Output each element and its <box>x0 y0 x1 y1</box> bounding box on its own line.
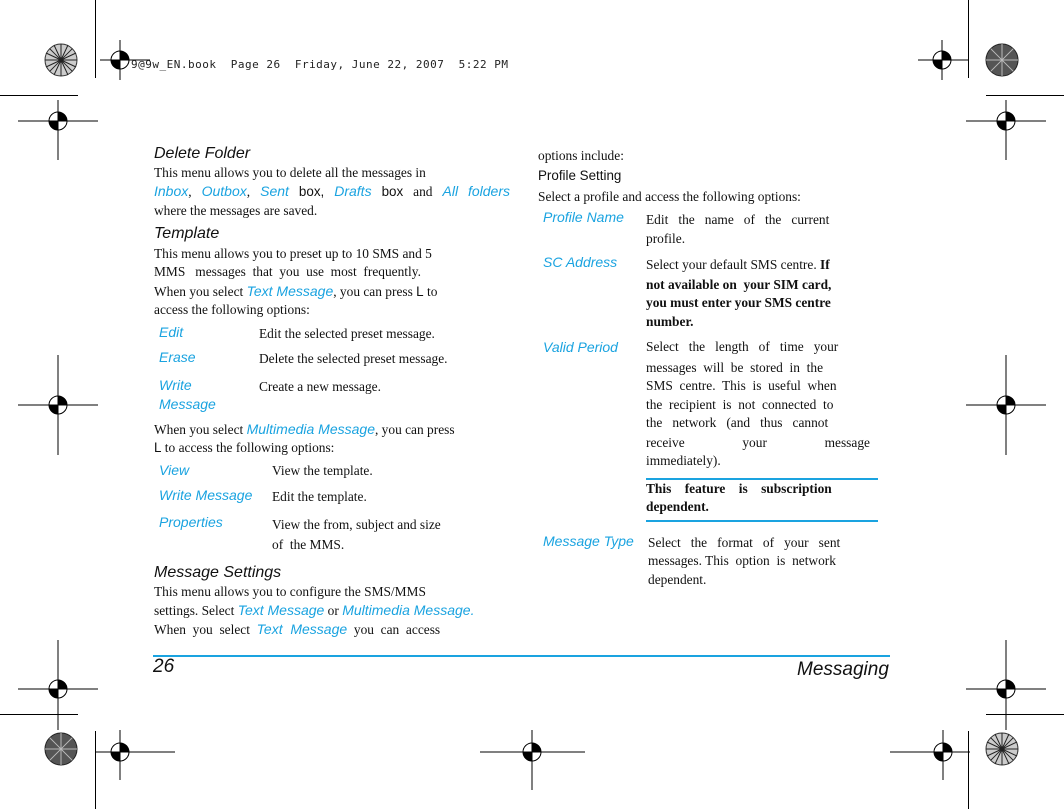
template-text: When you select Multimedia Message, you can press <box>154 421 455 437</box>
row-desc: messages will be stored in the <box>646 360 824 375</box>
row-sc-address: SC Address <box>543 254 618 270</box>
template-text: MMS messages that you use most frequently. <box>154 264 421 279</box>
section-title-template: Template <box>154 225 220 242</box>
registration-mark-icon <box>890 730 970 780</box>
profile-setting-text: Select a profile and access the following options: <box>538 189 801 204</box>
row-desc: Select the format of your sent <box>648 535 841 550</box>
section-title-delete-folder: Delete Folder <box>154 145 251 162</box>
option-desc: Edit the selected preset message. <box>259 326 435 341</box>
option-desc: Edit the template. <box>272 489 367 504</box>
row-desc: Select the length of time your <box>646 339 839 354</box>
text-message-link: Text Message <box>256 621 348 637</box>
option-view: View <box>159 462 190 478</box>
starburst-mark-icon <box>44 43 78 77</box>
row-desc: not available on your SIM card, <box>646 277 832 292</box>
delete-folder-list: Inbox, Outbox, Sent box, Drafts box and All folders <box>154 183 510 202</box>
row-desc: immediately). <box>646 453 721 468</box>
delete-folder-text: This menu allows you to delete all the messages in <box>154 165 426 180</box>
note-divider <box>646 520 878 522</box>
sent-link: Sent <box>260 183 289 199</box>
delete-folder-text: where the messages are saved. <box>154 203 318 218</box>
registration-mark-icon <box>18 355 98 455</box>
option-desc: View the from, subject and size <box>272 517 441 532</box>
starburst-mark-icon <box>985 43 1019 77</box>
text-message-link: Text Message <box>237 602 325 618</box>
registration-mark-icon <box>966 100 1046 160</box>
row-desc: dependent. <box>648 572 707 587</box>
option-desc: Delete the selected preset message. <box>259 351 448 366</box>
option-desc: Create a new message. <box>259 379 381 394</box>
outbox-link: Outbox <box>201 183 247 199</box>
row-valid-period: Valid Period <box>543 339 618 355</box>
box-label: box, <box>298 184 325 199</box>
option-write-message: Message <box>159 396 216 412</box>
starburst-mark-icon <box>44 732 78 766</box>
box-label: box <box>381 184 404 199</box>
row-desc: SMS centre. This is useful when <box>646 378 837 393</box>
template-text: L to access the following options: <box>154 440 335 455</box>
text-message-link: Text Message <box>246 283 334 299</box>
drafts-link: Drafts <box>334 183 372 199</box>
row-desc: the network (and thus cannot <box>646 415 829 430</box>
option-edit: Edit <box>159 324 184 340</box>
subscription-note: This feature is subscription <box>646 481 832 496</box>
row-desc: number. <box>646 314 694 329</box>
registration-mark-icon <box>480 730 585 790</box>
registration-mark-icon <box>918 40 968 80</box>
options-include-text: options include: <box>538 148 624 163</box>
option-write-message: Write Message <box>159 487 253 503</box>
option-write: Write <box>159 377 192 393</box>
multimedia-message-link: Multimedia Message. <box>342 602 475 618</box>
key-label: L <box>154 440 162 455</box>
registration-mark-icon <box>966 640 1046 730</box>
all-folders-link: All folders <box>442 183 510 199</box>
message-settings-text: This menu allows you to configure the SMS/MMS <box>154 584 426 599</box>
row-desc: the recipient is not connected to <box>646 397 834 412</box>
row-desc: Select your default SMS centre. If <box>646 257 830 272</box>
row-message-type: Message Type <box>543 533 634 549</box>
row-desc: profile. <box>646 231 686 246</box>
and-label: and <box>413 184 433 199</box>
multimedia-message-link: Multimedia Message <box>246 421 375 437</box>
template-text: When you select Text Message, you can press L to <box>154 283 438 299</box>
message-settings-text: settings. Select Text Message or Multimedia Message. <box>154 602 475 618</box>
option-desc: of the MMS. <box>272 537 345 552</box>
inbox-link: Inbox <box>154 183 189 199</box>
registration-mark-icon <box>18 100 98 160</box>
row-desc: you must enter your SMS centre <box>646 295 831 310</box>
row-desc: receive your message <box>646 435 870 450</box>
registration-mark-icon <box>18 640 98 730</box>
section-name: Messaging <box>797 659 889 680</box>
registration-mark-icon <box>95 730 175 780</box>
subscription-note: dependent. <box>646 499 709 514</box>
template-text: This menu allows you to preset up to 10 SMS and 5 <box>154 246 432 261</box>
option-erase: Erase <box>159 349 196 365</box>
message-settings-text: When you select Text Message you can access <box>154 621 441 637</box>
key-label: L <box>416 284 424 299</box>
starburst-mark-icon <box>985 732 1019 766</box>
row-profile-name: Profile Name <box>543 209 624 225</box>
option-properties: Properties <box>159 514 223 530</box>
footer-rule <box>153 655 890 657</box>
print-slug: 9@9w_EN.book Page 26 Friday, June 22, 2007 5:22 PM <box>131 58 509 71</box>
template-text: access the following options: <box>154 302 310 317</box>
page-number: 26 <box>153 656 175 677</box>
row-desc: Edit the name of the current <box>646 212 830 227</box>
row-desc: messages. This option is network <box>648 553 836 568</box>
profile-setting-heading: Profile Setting <box>538 168 622 183</box>
registration-mark-icon <box>966 355 1046 455</box>
section-title-message-settings: Message Settings <box>154 564 282 581</box>
option-desc: View the template. <box>272 463 373 478</box>
